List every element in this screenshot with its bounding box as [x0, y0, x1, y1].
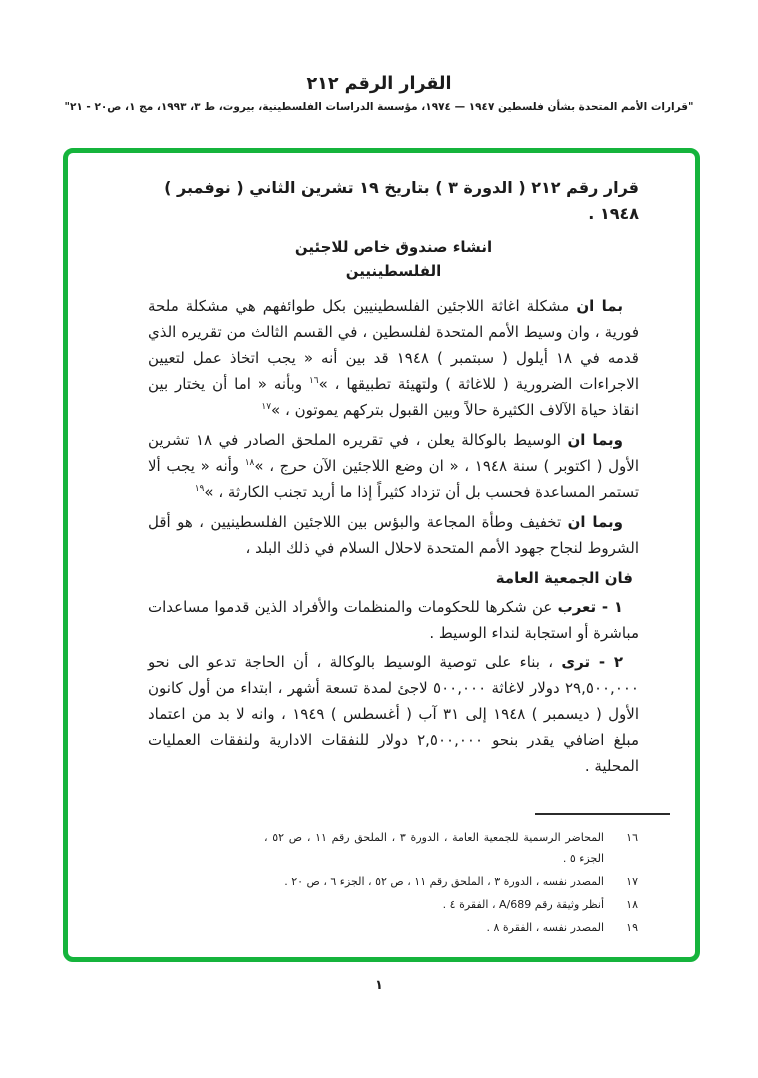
citation-line: "قرارات الأمم المتحدة بشأن فلسطين ١٩٤٧ — ١٩٧٤، مؤسسة الدراسات الفلسطينية، بيروت، ط ٣، ١٩٩٣، مج ١، ص٢٠ - ٢١" — [64, 101, 694, 113]
footnote-text: المحاضر الرسمية للجمعية العامة ، الدورة ٣ ، الملحق رقم ١١ ، ص ٥٢ ، الجزء ٥ . — [264, 831, 604, 865]
item-text: عن شكرها للحكومات والمنظمات والأفراد الذين قدموا مساعدات مباشرة أو استجابة لنداء الوسيط . — [148, 598, 639, 642]
footnote-text: المصدر نفسه ، الفقرة ٨ . — [486, 921, 604, 934]
resolution-heading-line2: ١٩٤٨ . — [588, 204, 639, 223]
preamble-lead: وبما ان — [567, 431, 623, 449]
resolution-subject-line2: الفلسطينيين — [345, 262, 442, 280]
resolution-subject-line1: انشاء صندوق خاص للاجئين — [294, 238, 493, 256]
footnote-row — [210, 827, 638, 869]
footnote-ref-19: ١٩ — [194, 484, 205, 494]
footnote-ref-18: ١٨ — [244, 458, 255, 468]
resolution-heading — [148, 175, 639, 227]
item-number: ١ - — [596, 598, 623, 616]
item-lead: ترى — [561, 653, 591, 671]
preamble-text: وبأنه « اما أن يختار بين انقاذ حياة الآلاف الكثيرة حالاً وبين القبول بتركهم يموتون ، » — [148, 375, 639, 419]
footnote-number: ١٩ — [626, 921, 638, 934]
item-text: ، بناء على توصية الوسيط بالوكالة ، أن الحاجة تدعو الى نحو ٢٩,٥٠٠,٠٠٠ دولار لاغاثة ٥٠٠,٠٠٠ لاجئ لمدة تسعة أشهر ، ابتداء من أول كانون الأول ( ديسمبر ) ١٩٤٨ إلى ٣١ آب ( أغسطس ) ١٩٤٩ ، وانه لا بد من اعتماد مبلغ اضافي يقدر بنحو ٢,٥٠٠,٠٠٠ دولار للنفقات الادارية ولنفقات العمليات المحلية . — [148, 653, 640, 775]
footnote-row — [210, 894, 638, 915]
page-header — [0, 0, 758, 113]
preamble-text: مشكلة اغاثة اللاجئين الفلسطينيين بكل طوائفهم هي مشكلة ملحة فورية ، وان وسيط الأمم المتحدة لفلسطين ، في القسم الثالث من تقريره الذي قدمه في ١٨ أيلول ( سبتمبر ) ١٩٤٨ قد بين أنه « يجب اتخاذ عمل لتعيين الاجراءات الضرورية ( للاغاثة ) ولتهيئة تطبيقها ، » — [148, 297, 640, 393]
footnote-list — [210, 827, 670, 938]
preamble-text: تخفيف وطأة المجاعة والبؤس بين اللاجئين الفلسطينيين ، هو أقل الشروط لنجاح جهود الأمم المتحدة لاحلال السلام في ذلك البلد ، — [148, 513, 639, 557]
footnote-number: ١٦ — [626, 831, 638, 844]
preamble-lead: بما ان — [576, 297, 623, 315]
footnote-separator — [535, 813, 670, 815]
footnotes-section — [210, 813, 670, 940]
footnote-number: ١٨ — [626, 898, 638, 911]
preamble-paragraph-3 — [148, 509, 639, 561]
green-highlight-frame — [63, 148, 700, 962]
item-lead: تعرب — [557, 598, 597, 616]
footnote-text: أنظر وثيقة رقم A/689 ، الفقرة ٤ . — [442, 898, 604, 911]
preamble-text: وأنه « يجب ألا تستمر المساعدة فحسب بل أن تزداد كثيراً إذا ما أريد تجنب الكارثة ، » — [148, 457, 639, 501]
operative-item-2 — [148, 649, 639, 779]
page-number: ١ — [375, 978, 383, 993]
footnote-row — [210, 917, 638, 938]
item-number: ٢ - — [590, 653, 623, 671]
preamble-lead: وبما ان — [567, 513, 624, 531]
operative-heading: فان الجمعية العامة — [495, 569, 633, 587]
preamble-paragraph-1 — [148, 293, 639, 423]
preamble-text: الوسيط بالوكالة يعلن ، في تقريره الملحق الصادر في ١٨ تشرين الأول ( اكتوبر ) سنة ١٩٤٨ ، « ان وضع اللاجئين الآن حرج ، » — [148, 431, 639, 475]
footnote-number: ١٧ — [626, 875, 638, 888]
resolution-heading-line1: قرار رقم ٢١٢ ( الدورة ٣ ) بتاريخ ١٩ تشرين الثاني ( نوفمبر ) — [164, 178, 639, 197]
footnote-ref-16: ١٦ — [308, 376, 319, 386]
operative-item-1 — [148, 594, 639, 646]
page-title: القرار الرقم ٢١٢ — [306, 74, 452, 94]
footnote-row — [210, 871, 638, 892]
resolution-subject — [148, 235, 639, 283]
footnote-text: المصدر نفسه ، الدورة ٣ ، الملحق رقم ١١ ، ص ٥٢ ، الجزء ٦ ، ص ٢٠ . — [284, 875, 604, 888]
resolution-body — [68, 153, 695, 779]
preamble-paragraph-2 — [148, 427, 639, 505]
footnote-ref-17: ١٧ — [261, 402, 272, 412]
